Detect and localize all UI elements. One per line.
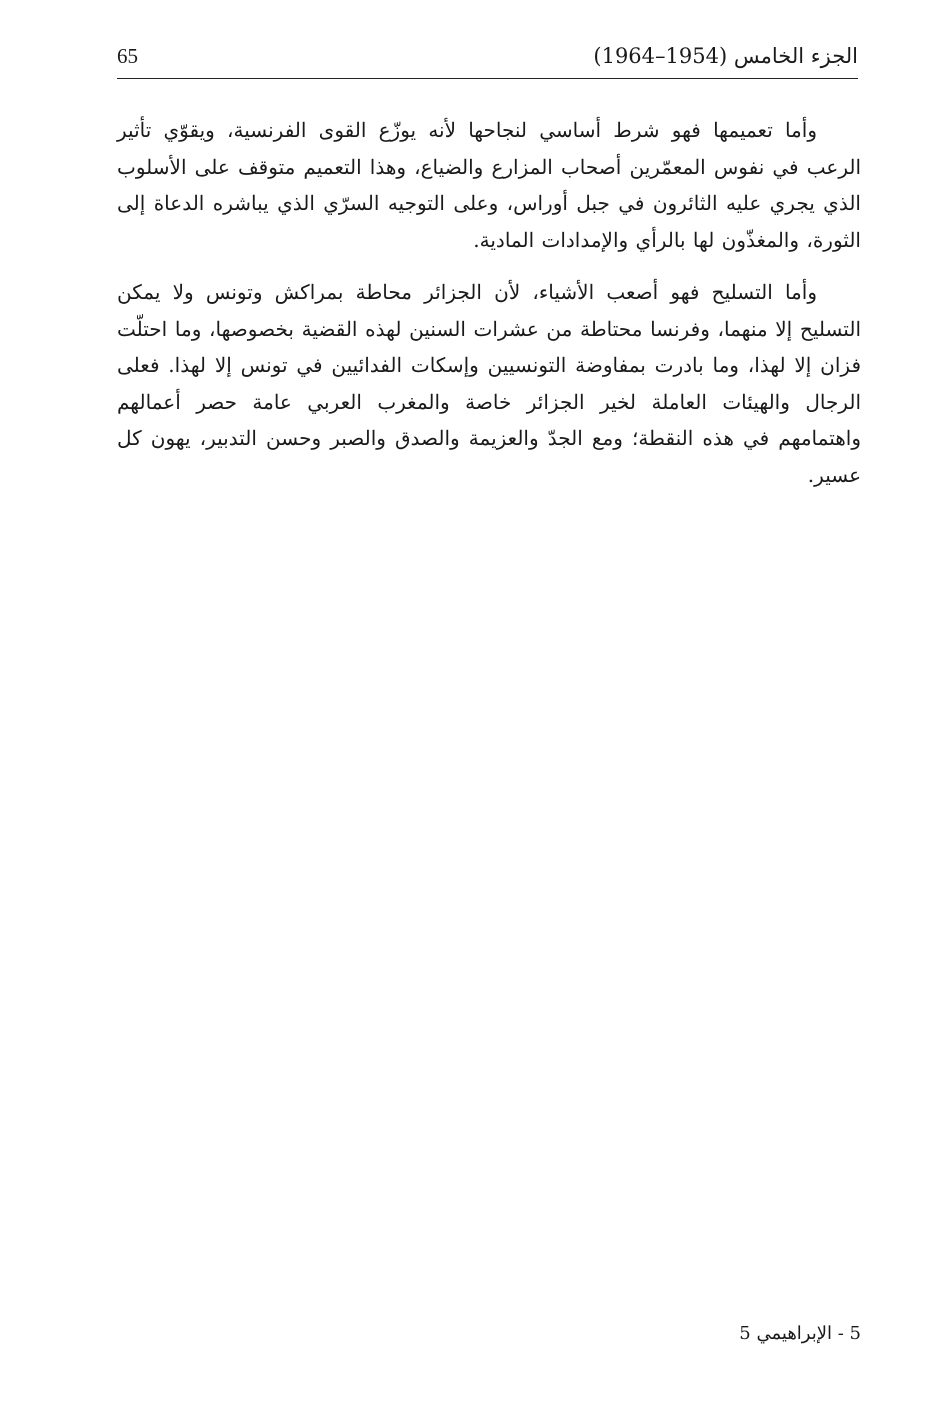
body-text — [117, 112, 861, 509]
running-title: الجزء الخامس (1954–1964) — [593, 44, 858, 68]
paragraph: وأما تعميمها فهو شرط أساسي لنجاحها لأنه يوزّع القوى الفرنسية، ويقوّي تأثير الرعب في نفوس المعمّرين أصحاب المزارع والضياع، وهذا التعميم متوقف على الأسلوب الذي يجري عليه الثائرون في جبل أوراس، وعلى التوجيه السرّي الذي يباشره الدعاة إلى الثورة، والمغذّون لها بالرأي والإمدادات المادية. — [117, 118, 861, 252]
page-number: 65 — [117, 44, 138, 68]
page-header — [117, 38, 858, 78]
footer-signature: 5 - الإبراهيمي 5 — [739, 1323, 861, 1344]
paragraph: وأما التسليح فهو أصعب الأشياء، لأن الجزائر محاطة بمراكش وتونس ولا يمكن التسليح إلا منهما، وفرنسا محتاطة من عشرات السنين لهذه القضية بخصوصها، وما احتلّت فزان إلا لهذا، وما بادرت بمفاوضة التونسيين وإسكات الفدائيين في تونس إلا لهذا. فعلى الرجال والهيئات العاملة لخير الجزائر خاصة والمغرب العربي عامة حصر أعمالهم واهتمامهم في هذه النقطة؛ ومع الجدّ والعزيمة والصدق والصبر وحسن التدبير، يهون كل عسير. — [117, 280, 861, 487]
header-rule — [117, 78, 858, 79]
